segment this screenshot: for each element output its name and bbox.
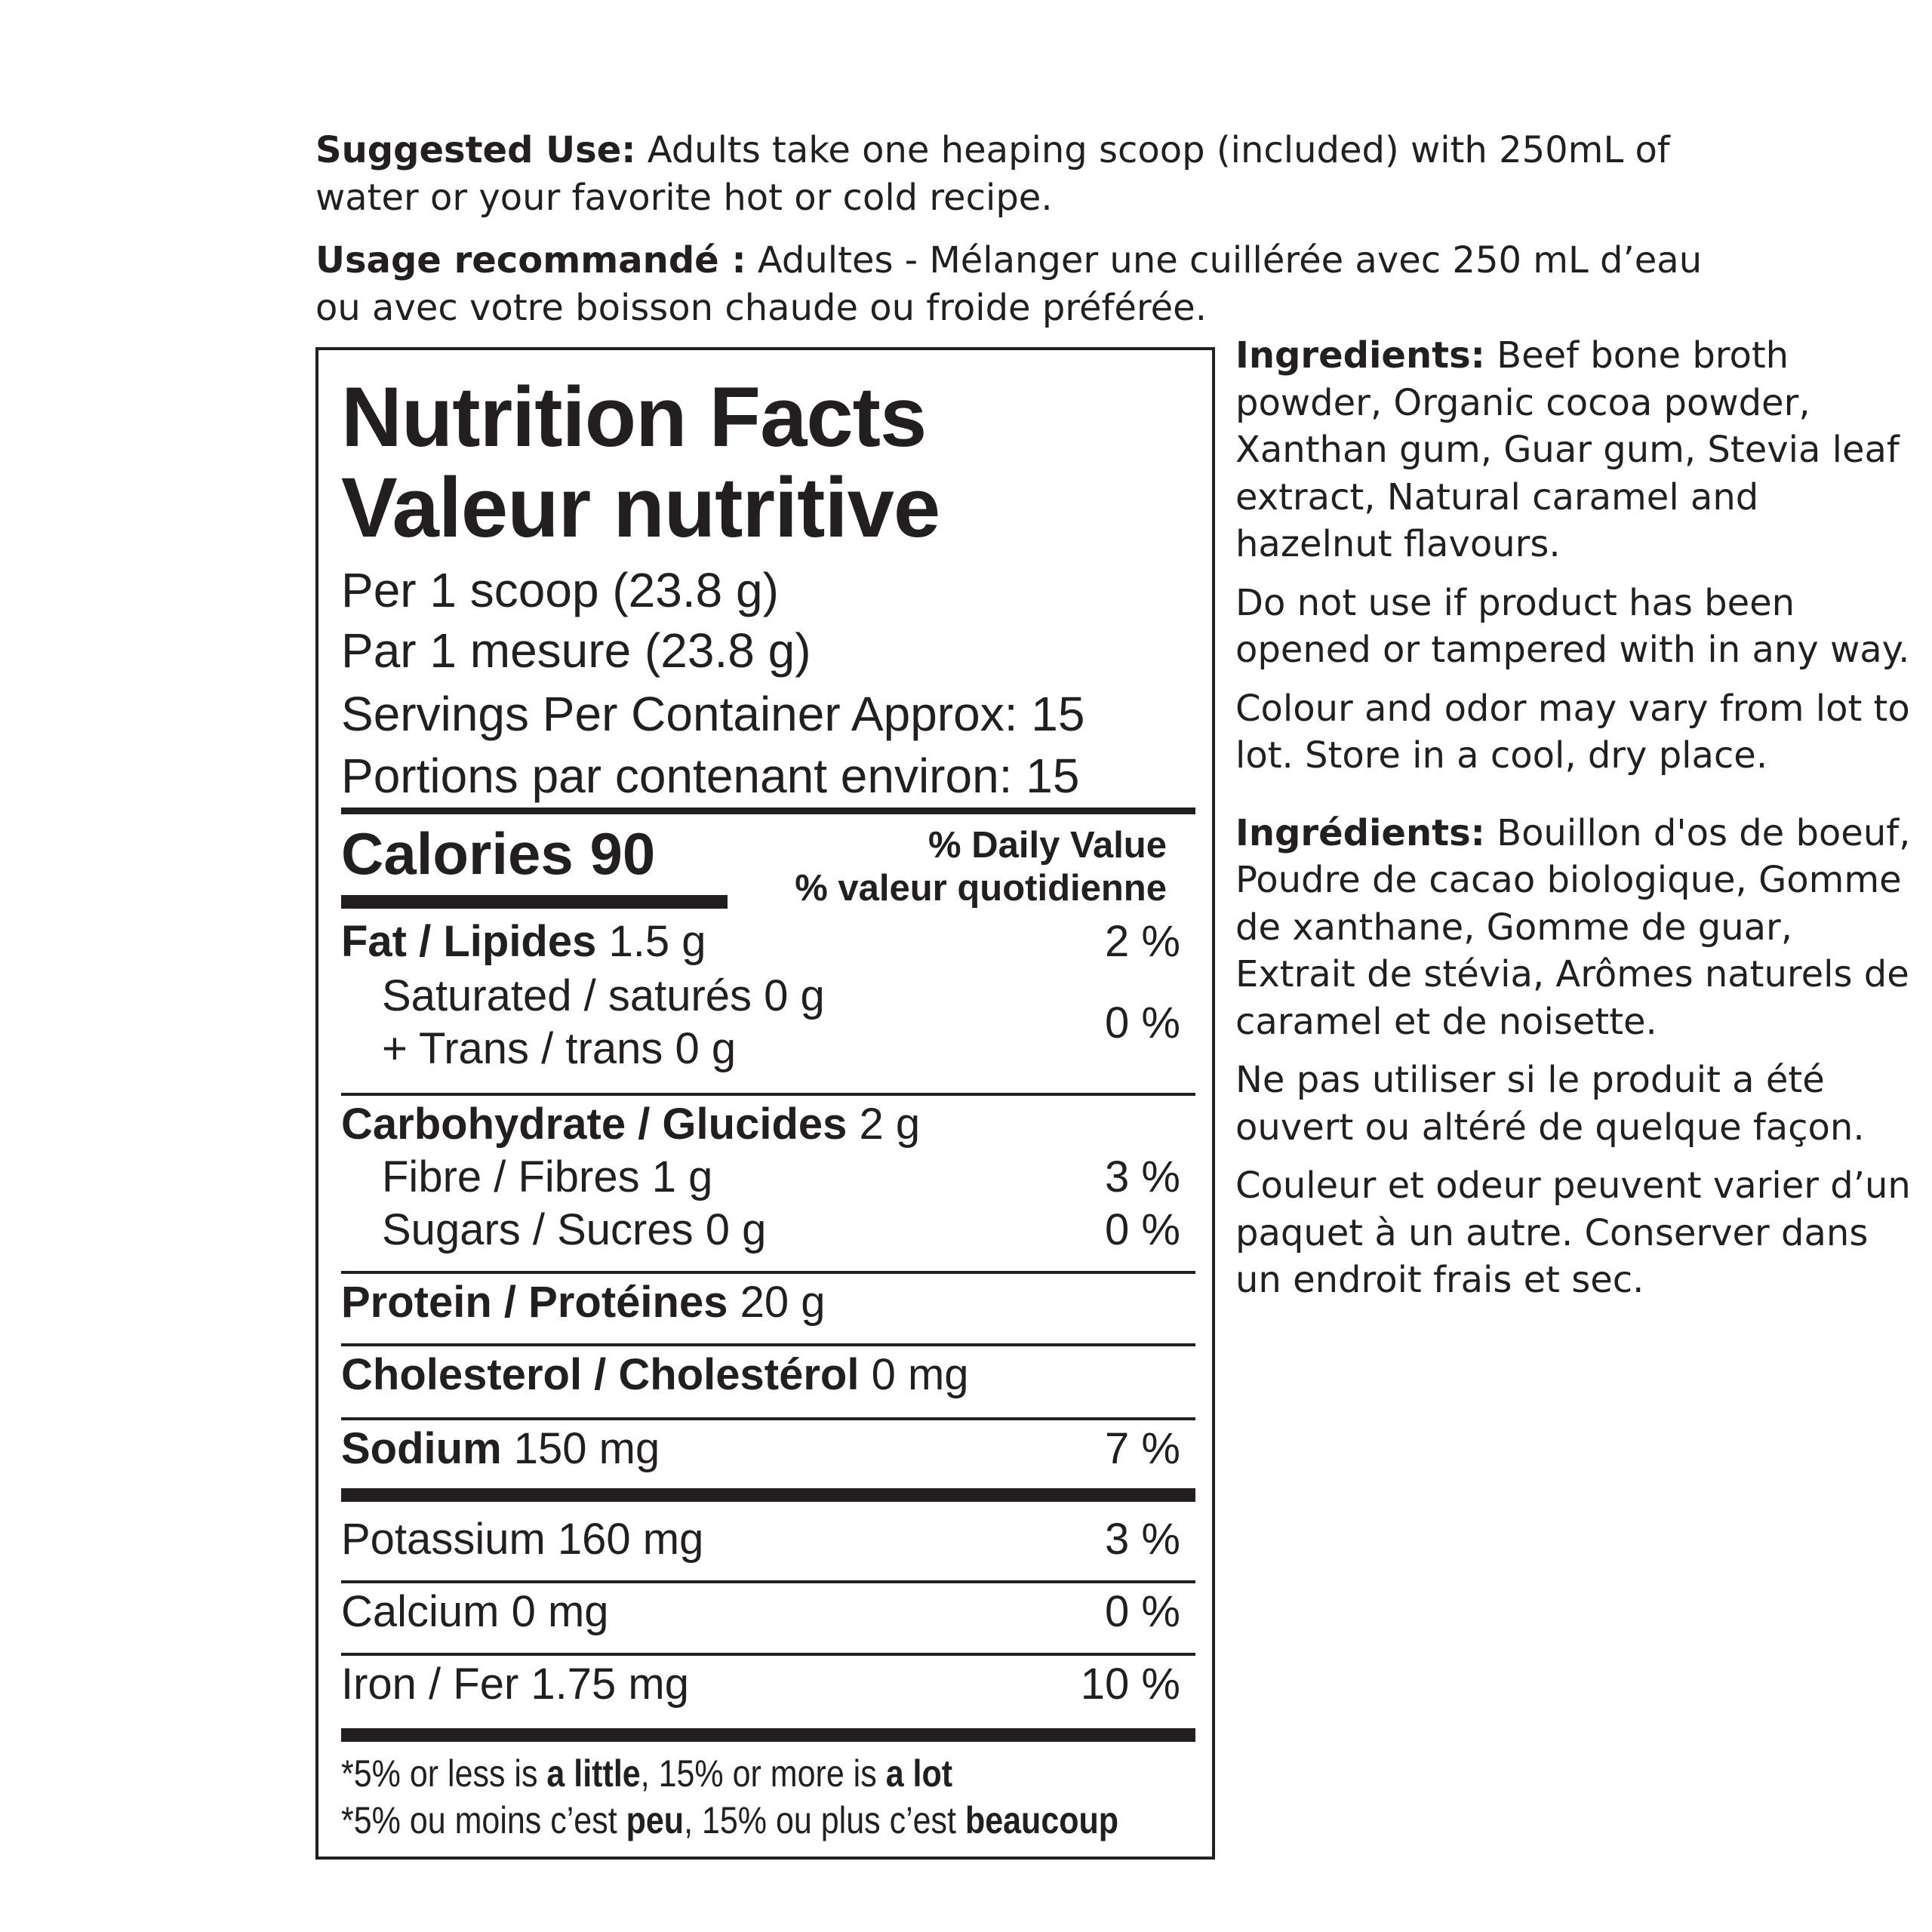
suggested-use-en xyxy=(315,127,1719,222)
cholesterol-amount: 0 mg xyxy=(859,1350,969,1399)
ingredients-en-label: Ingredients: xyxy=(1235,334,1485,377)
footnote-en-lot: a lot xyxy=(885,1752,953,1795)
rule-thick xyxy=(341,1728,1195,1742)
potassium-row xyxy=(341,1512,1180,1567)
ingredients-fr-text: Bouillon d'os de boeuf, Poudre de cacao biologique, Gomme de xanthane, Gomme de guar, Extrait de stévia, Arômes naturels de caramel et de noisette. xyxy=(1235,811,1911,1043)
protein-row xyxy=(341,1275,1180,1330)
carbohydrate-amount: 2 g xyxy=(847,1100,921,1149)
footnote-fr-text: , 15% ou plus c’est xyxy=(684,1799,965,1841)
footnote-fr xyxy=(341,1798,1118,1844)
rule-thick xyxy=(341,1488,1195,1502)
rule-thin xyxy=(341,1580,1195,1583)
sodium-label: Sodium xyxy=(341,1424,502,1473)
daily-value-en: % Daily Value xyxy=(928,825,1167,866)
sugars-label: Sugars / Sucres 0 g xyxy=(382,1205,767,1254)
calories-bar xyxy=(341,895,728,909)
usage-recommande-label: Usage recommandé : xyxy=(315,239,746,281)
footnote-fr-text: *5% ou moins c’est xyxy=(341,1799,626,1841)
daily-value-fr: % valeur quotidienne xyxy=(795,868,1167,909)
sugars-row xyxy=(341,1203,1180,1257)
rule-thin xyxy=(341,1093,1195,1096)
servings-per-container-fr: Portions par contenant environ: 15 xyxy=(341,749,1080,803)
serving-size-fr: Par 1 mesure (23.8 g) xyxy=(341,623,811,678)
trans-label: + Trans / trans 0 g xyxy=(382,1024,737,1073)
sodium-amount: 150 mg xyxy=(501,1424,660,1473)
calcium-row xyxy=(341,1585,1180,1639)
calories: Calories 90 xyxy=(341,820,656,887)
serving-size-en: Per 1 scoop (23.8 g) xyxy=(341,563,779,617)
carbohydrate-label: Carbohydrate / Glucides xyxy=(341,1100,848,1149)
sat-trans-pct-row xyxy=(341,996,1180,1051)
rule-thin xyxy=(341,1271,1195,1274)
footnote-en-little: a little xyxy=(546,1752,641,1795)
sugars-pct: 0 % xyxy=(1105,1205,1180,1254)
valeur-nutritive-title: Valeur nutritive xyxy=(341,460,940,555)
tamper-warning-fr: Ne pas utiliser si le produit a été ouvert ou altéré de quelque façon. xyxy=(1235,1059,1865,1149)
colour-storage-en: Colour and odor may vary from lot to lot. Store in a cool, dry place. xyxy=(1235,687,1910,777)
suggested-use-fr xyxy=(315,237,1719,332)
protein-label: Protein / Protéines xyxy=(341,1278,728,1327)
iron-pct: 10 % xyxy=(1080,1660,1180,1709)
rule-thin xyxy=(341,1653,1195,1656)
suggested-use-label: Suggested Use: xyxy=(315,129,636,171)
nutrition-facts-title: Nutrition Facts xyxy=(341,370,927,464)
colour-storage-fr: Couleur et odeur peuvent varier d’un paquet à un autre. Conserver dans un endroit frais et sec. xyxy=(1235,1164,1911,1301)
calcium-pct: 0 % xyxy=(1105,1587,1180,1636)
protein-amount: 20 g xyxy=(728,1278,826,1327)
suggested-use-text: Adults take one heaping scoop (included) with 250mL of water or your favorite hot or cold recipe. xyxy=(315,129,1670,219)
sodium-row xyxy=(341,1422,1180,1476)
ingredients-fr xyxy=(1235,810,1915,1046)
cholesterol-row xyxy=(341,1348,1180,1402)
ingredients-fr-label: Ingrédients: xyxy=(1235,811,1485,854)
ingredients-en-text: Beef bone broth powder, Organic cocoa powder, Xanthan gum, Guar gum, Stevia leaf extract, Natural caramel and hazelnut flavours. xyxy=(1235,334,1900,565)
rule-thin xyxy=(341,1343,1195,1346)
sodium-pct: 7 % xyxy=(1105,1424,1180,1473)
fat-amount: 1.5 g xyxy=(596,917,706,966)
nutrition-facts-panel xyxy=(315,347,1215,1860)
carbohydrate-row xyxy=(341,1097,1180,1152)
footnote-en-text: *5% or less is xyxy=(341,1752,547,1795)
fibre-label: Fibre / Fibres 1 g xyxy=(382,1152,713,1201)
potassium-label: Potassium 160 mg xyxy=(341,1515,704,1564)
iron-row xyxy=(341,1657,1180,1712)
ingredients-en xyxy=(1235,332,1915,568)
cholesterol-label: Cholesterol / Cholestérol xyxy=(341,1350,860,1399)
usage-recommande-text: Adultes - Mélanger une cuillérée avec 250 mL d’eau ou avec votre boisson chaude ou froide préférée. xyxy=(315,239,1703,329)
footnote-fr-beaucoup: beaucoup xyxy=(964,1799,1119,1841)
right-column xyxy=(1235,332,1915,1315)
rule-thick xyxy=(341,808,1195,814)
fat-pct: 2 % xyxy=(1105,917,1180,966)
calcium-label: Calcium 0 mg xyxy=(341,1587,609,1636)
fibre-pct: 3 % xyxy=(1105,1152,1180,1201)
rule-thin xyxy=(341,1417,1195,1420)
tamper-warning-en: Do not use if product has been opened or tampered with in any way. xyxy=(1235,581,1910,671)
servings-per-container-en: Servings Per Container Approx: 15 xyxy=(341,687,1085,741)
iron-label: Iron / Fer 1.75 mg xyxy=(341,1660,689,1709)
sat-trans-pct: 0 % xyxy=(1105,998,1180,1048)
fat-label: Fat / Lipides xyxy=(341,917,597,966)
daily-value-header xyxy=(795,824,1167,910)
saturated-label: Saturated / saturés 0 g xyxy=(382,971,825,1020)
footnote-en xyxy=(341,1751,952,1797)
footnote-en-text: , 15% or more is xyxy=(640,1752,886,1795)
fat-row xyxy=(341,915,1180,969)
footnote-fr-peu: peu xyxy=(626,1799,685,1841)
potassium-pct: 3 % xyxy=(1105,1515,1180,1564)
fibre-row xyxy=(341,1150,1180,1204)
